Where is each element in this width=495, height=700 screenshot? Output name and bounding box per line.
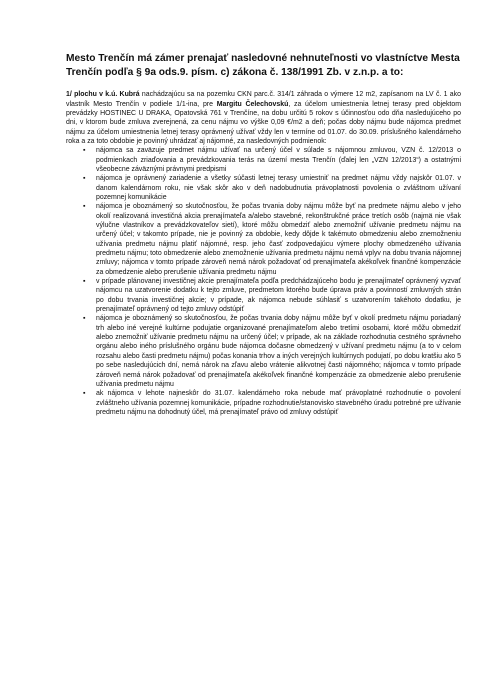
condition-item: ▪ ak nájomca v lehote najneskôr do 31.07. kalendárneho roka nebude mať právoplatné rozhodnutie o povolení zvláštneho užívania pozemnej komunikácie, prípadne rozhodnutie/stanovisko stavebného úradu potrebné pre užívanie predmetu nájmu na dohodnutý účel, má prenajímateľ právo od zmluvy odstúpiť [96, 389, 461, 417]
conditions-list [66, 146, 461, 417]
condition-item: ▪ v prípade plánovanej investičnej akcie prenajímateľa podľa predchádzajúceho bodu je prenajímateľ oprávnený vyzvať nájomcu na uzatvorenie dodatku k tejto zmluve, predmetom ktorého bude úprava práv a povinností zmluvných strán po dobu trvania investičnej akcie; v prípade, ak nájomca nebude súhlasiť s uzatvorením takéhoto dodatku, je prenajímateľ oprávnený od tejto zmluvy odstúpiť [96, 277, 461, 314]
intro-part-2: , za účelom umiestnenia letnej terasy pred objektom prevádzky HOSTINEC U DRAKA, Opatovská 761 v Trenčíne, na dobu určitú 5 rokov s účinnosťou odo dňa nasledujúceho po dni, v ktorom bude zmluva zverejnená, za cenu nájmu vo výške 0,09 €/m2 a deň; počas doby nájmu bude nájomca predmet nájmu za účelom umiestnenia letnej terasy oprávnený užívať vždy len v termíne od 01.07. do 30.09. príslušného kalendárneho roka a za toto obdobie je povinný uhrádzať aj nájomné, za nasledovných podmienok: [66, 100, 462, 145]
intro-paragraph [66, 90, 461, 146]
parcel-lead: 1/ plochu v k.ú. Kubrá [66, 91, 140, 99]
tenant-name: Margitu Čelechovskú [216, 100, 289, 108]
condition-item: ▪ nájomca je oprávnený zariadenie a všetky súčasti letnej terasy umiestniť na predmet nájmu vždy najskôr 01.07. v danom kalendárnom roku, nie však skôr ako v deň nadobudnutia právoplatnosti povolenia o zvláštnom užívaní pozemnej komunikácie [96, 174, 461, 202]
condition-item: ▪ nájomca sa zaväzuje predmet nájmu užívať na určený účel v súlade s nájomnou zmluvou, VZN č. 12/2013 o podmienkach zriaďovania a prevádzkovania terás na území mesta Trenčín (ďalej len „VZN 12/2013“) a ostatnými všeobecne záväznými právnymi predpismi [96, 146, 461, 174]
condition-item: ▪ nájomca je oboznámený so skutočnosťou, že počas trvania doby nájmu môže byť v okolí predmetu nájmu poriadaný trh alebo iné verejné kultúrne podujatie organizované prenajímateľom alebo tretími osobami, ktoré môžu obmedziť alebo znemožniť užívanie predmetu nájmu na určený účel; v prípade, ak na základe rozhodnutia cestného správneho orgánu alebo iného príslušného orgánu bude nájomca dočasne obmedzený v užívaní predmetu nájmu (a to v celom rozsahu alebo časti predmetu nájmu) počas konania trhov a iných verejných kultúrnych podujatí, po dobu kratšiu ako 5 po sebe nasledujúcich dní, nemá nárok na zľavu alebo vrátenie alikvotnej časti nájomného; nájomca v tomto prípade zároveň nemá nárok požadovať od prenajímateľa akékoľvek finančné kompenzácie za obmedzenie alebo prerušenie užívania predmetu nájmu [96, 314, 461, 389]
intro-part-1: nachádzajúcu sa na pozemku CKN parc.č. 314/1 záhrada o výmere 12 m2, zapísanom na LV č. 1 ako vlastník Mesto Trenčín v podiele 1/1-ina, pre [66, 91, 461, 108]
document-title: Mesto Trenčín má zámer prenajať nasledovné nehnuteľnosti vo vlastníctve Mesta Trenčín podľa § 9a ods.9. písm. c) zákona č. 138/1991 Zb. v z.n.p. a to: [66, 53, 460, 78]
condition-item: ▪ nájomca je oboznámený so skutočnosťou, že počas trvania doby nájmu môže byť na predmete nájmu alebo v jeho okolí realizovaná investičná akcia prenajímateľa a/alebo stavebné, rekonštrukčné práce tretích osôb (najmä nie však výlučne vlastníkov a prevádzkovateľov sietí), ktoré môžu obmedziť alebo znemožniť užívanie predmetu nájmu na určený účel; v takomto prípade, nie je povinný za obdobie, kedy dôjde k takémuto obmedzeniu alebo znemožneniu užívania predmetu nájmu platiť nájomné, resp. jeho časť zodpovedajúcu výmere plochy obmedzeného užívania predmetu nájmu; toto obmedzenie alebo znemožnenie užívania predmetu nájmu nemá vplyv na dobu trvania nájomnej zmluvy; nájomca v tomto prípade zároveň nemá nárok požadovať od prenajímateľa akékoľvek finančné kompenzácie za obmedzenie alebo prerušenie užívania predmetu nájmu [96, 202, 461, 277]
